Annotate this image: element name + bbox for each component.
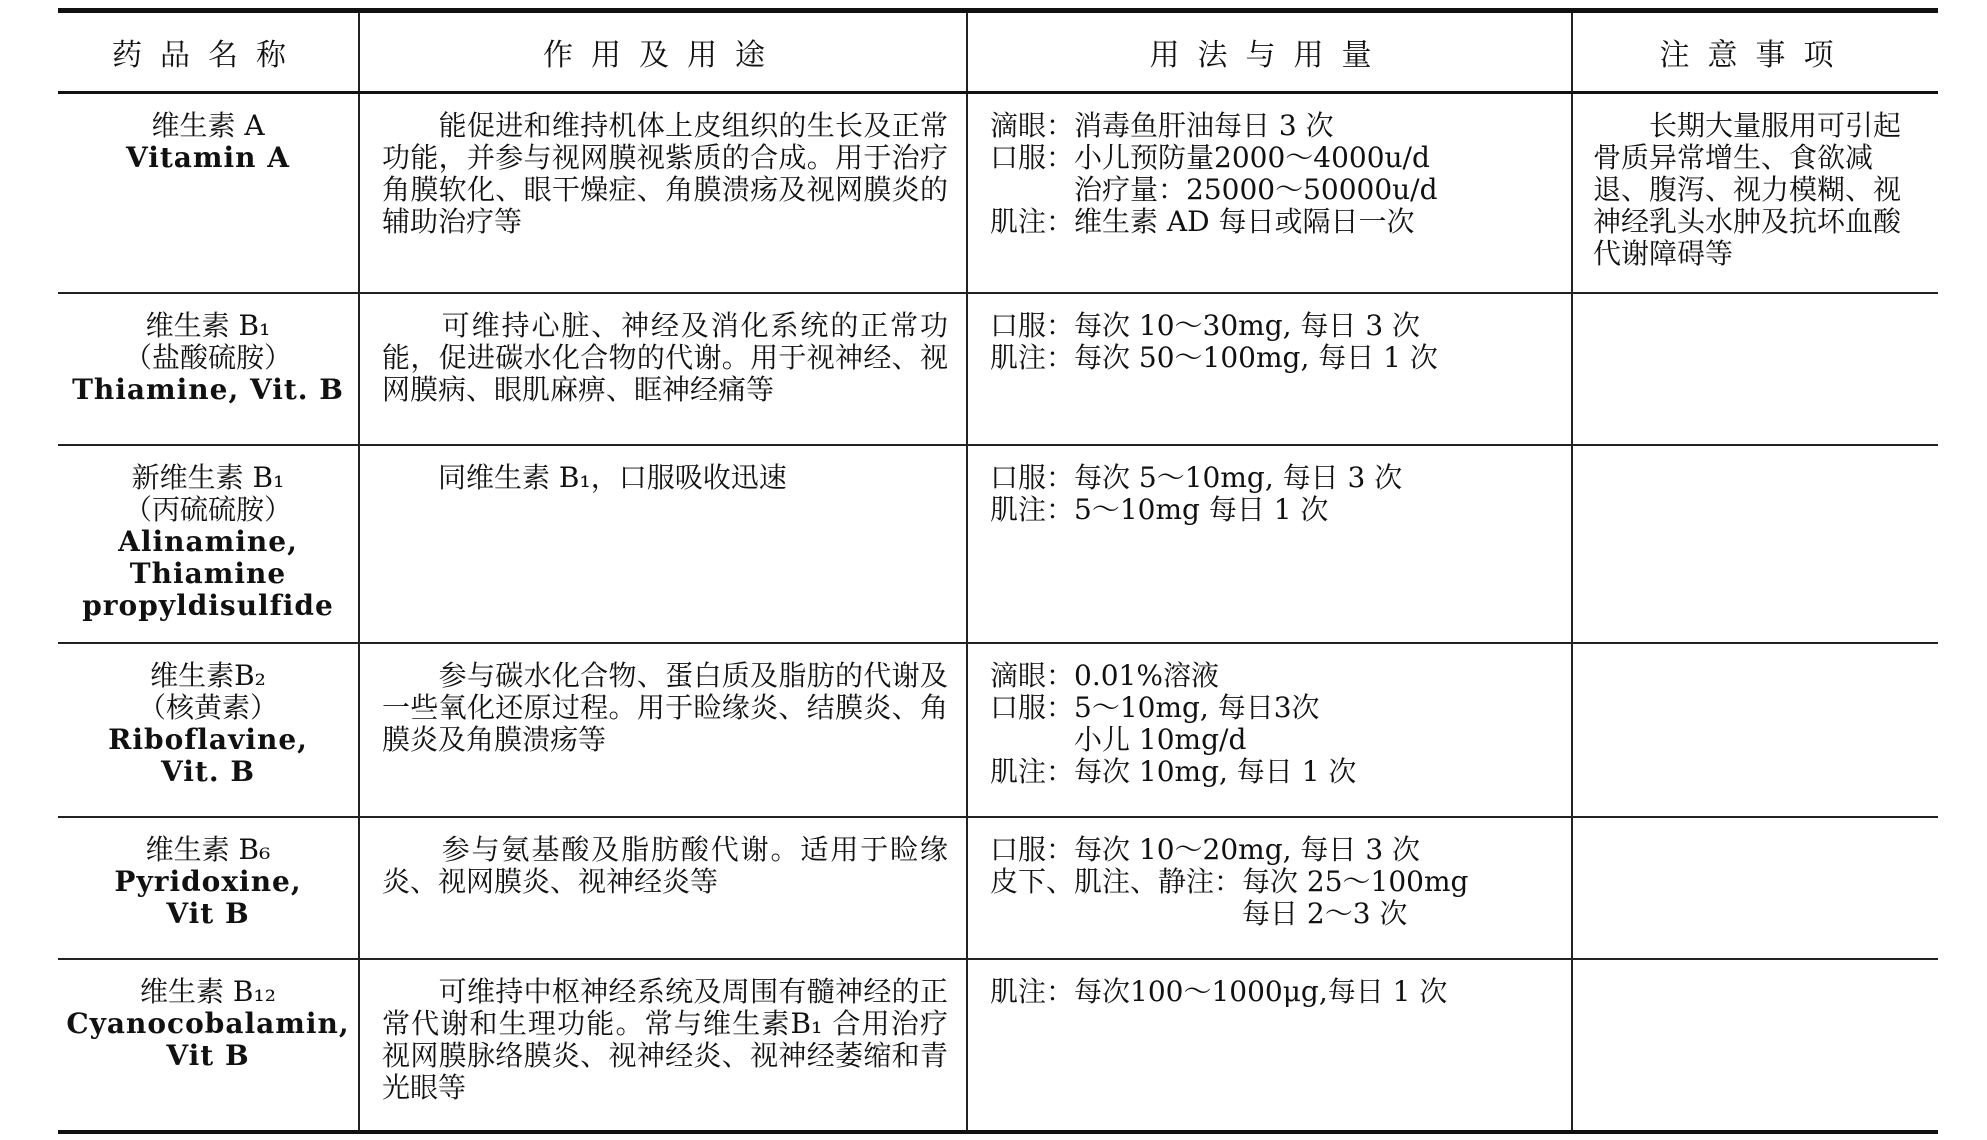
header-notes: 注意事项: [1571, 13, 1938, 91]
drug-name-en: propyldisulfide: [82, 589, 334, 622]
drug-name-en: Vit B: [166, 1039, 250, 1072]
usage-line: 滴眼：0.01%溶液: [990, 659, 1219, 692]
drug-name-zh: 维生素 B₁₂: [140, 975, 276, 1008]
usage-line: 小儿 10mg/d: [990, 723, 1247, 756]
drug-name-en: Vit. B: [161, 755, 255, 788]
drug-name-alt: （盐酸硫胺）: [123, 341, 292, 374]
drug-name-en: Riboflavine,: [108, 723, 308, 756]
usage-line: 肌注：维生素 AD 每日或隔日一次: [990, 205, 1415, 238]
effect-cell: 可维持心脏、神经及消化系统的正常功能，促进碳水化合物的代谢。用于视神经、视网膜病、眼肌麻痹、眶神经痛等: [358, 294, 966, 444]
table-row: [58, 446, 1938, 644]
drug-name-en: Vit B: [166, 897, 250, 930]
table-row: [58, 294, 1938, 446]
drug-name-zh: 维生素 B₁: [145, 309, 271, 342]
effect-cell: 可维持中枢神经系统及周围有髓神经的正常代谢和生理功能。常与维生素B₁ 合用治疗视网膜脉络膜炎、视神经炎、视神经萎缩和青光眼等: [358, 960, 966, 1130]
drug-name-zh: 维生素B₂: [150, 659, 266, 692]
usage-line: 口服：每次 5～10mg, 每日 3 次: [990, 461, 1403, 494]
drug-name-en: Cyanocobalamin,: [66, 1007, 350, 1040]
drug-name-cell: [58, 960, 358, 1130]
usage-cell: [966, 94, 1571, 292]
notes-cell: [1571, 446, 1938, 642]
drug-name-cell: [58, 294, 358, 444]
usage-cell: [966, 960, 1571, 1130]
header-effect: 作用及用途: [358, 13, 966, 91]
table-row: [58, 960, 1938, 1134]
header-usage: 用法与用量: [966, 13, 1571, 91]
usage-cell: [966, 294, 1571, 444]
usage-line: 肌注：5～10mg 每日 1 次: [990, 493, 1329, 526]
table-row: [58, 94, 1938, 294]
usage-line: 滴眼：消毒鱼肝油每日 3 次: [990, 109, 1334, 142]
drug-table: [58, 8, 1938, 1134]
drug-name-zh: 维生素 B₆: [145, 833, 271, 866]
table-row: [58, 818, 1938, 960]
drug-name-alt: （丙硫硫胺）: [123, 493, 292, 526]
drug-name-en: Alinamine,: [118, 525, 298, 558]
effect-cell: 能促进和维持机体上皮组织的生长及正常功能，并参与视网膜视紫质的合成。用于治疗角膜软化、眼干燥症、角膜溃疡及视网膜炎的辅助治疗等: [358, 94, 966, 292]
usage-line: 口服：每次 10～30mg, 每日 3 次: [990, 309, 1421, 342]
usage-line: 每日 2～3 次: [990, 897, 1408, 930]
notes-cell: [1571, 294, 1938, 444]
notes-cell: [1571, 818, 1938, 958]
drug-name-cell: [58, 94, 358, 292]
drug-name-alt: （核黄素）: [137, 691, 278, 724]
drug-name-cell: [58, 446, 358, 642]
drug-name-en: Pyridoxine,: [114, 865, 302, 898]
header-drug-name: 药品名称: [112, 38, 304, 73]
drug-name-en: Vitamin A: [125, 141, 291, 174]
usage-line: 口服：小儿预防量2000～4000u/d: [990, 141, 1430, 174]
drug-name-en: Thiamine, Vit. B: [72, 373, 344, 406]
usage-cell: [966, 446, 1571, 642]
usage-line: 肌注：每次100～1000μg,每日 1 次: [990, 975, 1448, 1008]
usage-cell: [966, 818, 1571, 958]
drug-name-cell: [58, 644, 358, 816]
notes-cell: 长期大量服用可引起骨质异常增生、食欲减退、腹泻、视力模糊、视神经乳头水肿及抗坏血酸代谢障碍等: [1571, 94, 1938, 292]
usage-line: 口服：5～10mg, 每日3次: [990, 691, 1320, 724]
drug-name-cell: [58, 818, 358, 958]
table-header-row: [58, 13, 1938, 94]
effect-cell: 同维生素 B₁，口服吸收迅速: [358, 446, 966, 642]
notes-cell: [1571, 644, 1938, 816]
usage-line: 口服：每次 10～20mg, 每日 3 次: [990, 833, 1421, 866]
effect-cell: 参与碳水化合物、蛋白质及脂肪的代谢及一些氧化还原过程。用于睑缘炎、结膜炎、角膜炎及角膜溃疡等: [358, 644, 966, 816]
table-row: [58, 644, 1938, 818]
drug-name-en: Thiamine: [129, 557, 287, 590]
usage-line: 肌注：每次 10mg, 每日 1 次: [990, 755, 1357, 788]
effect-cell: 参与氨基酸及脂肪酸代谢。适用于睑缘炎、视网膜炎、视神经炎等: [358, 818, 966, 958]
notes-cell: [1571, 960, 1938, 1130]
usage-line: 治疗量：25000～50000u/d: [990, 173, 1438, 206]
drug-name-zh: 新维生素 B₁: [131, 461, 285, 494]
usage-line: 皮下、肌注、静注：每次 25～100mg: [990, 865, 1469, 898]
drug-name-zh: 维生素 A: [151, 109, 265, 142]
usage-cell: [966, 644, 1571, 816]
usage-line: 肌注：每次 50～100mg, 每日 1 次: [990, 341, 1438, 374]
